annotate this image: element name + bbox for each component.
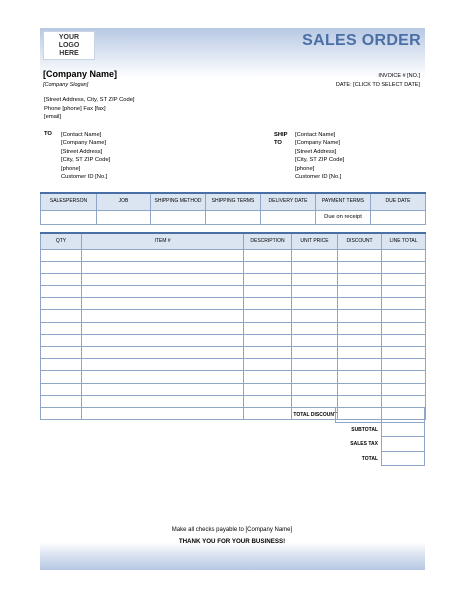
company-email[interactable]: [email] — [44, 114, 62, 120]
qty-cell[interactable] — [41, 310, 82, 322]
line-total-cell[interactable] — [382, 286, 426, 298]
invoice-date[interactable]: DATE: [CLICK TO SELECT DATE] — [335, 82, 420, 88]
shipping-terms-cell[interactable] — [206, 210, 261, 224]
salesperson-cell[interactable] — [41, 210, 97, 224]
qty-cell[interactable] — [41, 347, 82, 359]
sales-tax-label: SALES TAX — [350, 441, 378, 447]
description-cell[interactable] — [244, 334, 292, 346]
qty-cell[interactable] — [41, 383, 82, 395]
col-header-unit-price: UNIT PRICE — [292, 233, 338, 249]
line-total-cell[interactable] — [382, 359, 426, 371]
table-row — [41, 334, 426, 346]
total-row — [240, 452, 425, 467]
line-total-cell[interactable] — [382, 383, 426, 395]
table-row — [41, 395, 426, 407]
unit-price-cell[interactable] — [292, 322, 338, 334]
shipping-method-cell[interactable] — [151, 210, 206, 224]
description-cell[interactable] — [244, 298, 292, 310]
ship-to-label-line2: TO — [274, 140, 282, 147]
item-number-cell[interactable] — [82, 359, 244, 371]
line-total-cell[interactable] — [382, 322, 426, 334]
line-total-cell[interactable] — [382, 334, 426, 346]
bill-to-city[interactable]: [City, ST ZIP Code] — [61, 157, 111, 164]
delivery-date-cell[interactable] — [261, 210, 316, 224]
unit-price-cell[interactable] — [292, 359, 338, 371]
logo-placeholder[interactable]: YOUR LOGO HERE — [43, 31, 95, 60]
company-phone-fax[interactable]: Phone [phone] Fax [fax] — [44, 105, 106, 112]
item-number-cell[interactable] — [82, 310, 244, 322]
description-cell[interactable] — [244, 322, 292, 334]
col-header-description: DESCRIPTION — [244, 233, 292, 249]
ship-to-label — [274, 131, 288, 148]
table-row — [41, 249, 426, 261]
qty-cell[interactable] — [41, 395, 82, 407]
bill-to-street[interactable]: [Street Address] — [61, 148, 103, 155]
unit-price-cell[interactable] — [292, 286, 338, 298]
discount-cell[interactable] — [338, 371, 382, 383]
total-value[interactable] — [381, 452, 425, 467]
line-total-cell[interactable] — [382, 261, 426, 273]
table-row — [41, 210, 426, 224]
unit-price-cell[interactable] — [292, 273, 338, 285]
total-discount-value[interactable] — [336, 408, 382, 422]
ship-to-block — [295, 131, 344, 181]
qty-cell[interactable] — [41, 273, 82, 285]
item-number-cell[interactable] — [82, 395, 244, 407]
footer-gradient-band — [40, 542, 425, 570]
description-cell[interactable] — [244, 261, 292, 273]
line-total-cell[interactable] — [382, 395, 426, 407]
qty-cell[interactable] — [41, 359, 82, 371]
discount-cell[interactable] — [338, 334, 382, 346]
discount-cell[interactable] — [338, 395, 382, 407]
item-number-cell[interactable] — [82, 249, 244, 261]
line-items-table — [40, 232, 426, 420]
ship-to-company[interactable]: [Company Name] — [295, 140, 341, 147]
table-row — [41, 347, 426, 359]
col-header-job: JOB — [97, 193, 151, 210]
item-number-cell[interactable] — [82, 322, 244, 334]
ship-to-customer-id[interactable]: Customer ID [No.] — [295, 174, 342, 181]
description-cell[interactable] — [244, 286, 292, 298]
col-header-due-date: DUE DATE — [371, 193, 426, 210]
item-number-cell[interactable] — [82, 383, 244, 395]
unit-price-cell[interactable] — [292, 334, 338, 346]
bill-to-company[interactable]: [Company Name] — [61, 140, 107, 147]
col-header-qty: QTY — [41, 233, 82, 249]
item-number-cell[interactable] — [82, 334, 244, 346]
discount-cell[interactable] — [338, 383, 382, 395]
qty-cell[interactable] — [41, 286, 82, 298]
company-name[interactable]: [Company Name] — [43, 69, 118, 79]
item-number-cell[interactable] — [82, 273, 244, 285]
line-total-cell[interactable] — [382, 298, 426, 310]
ship-to-phone[interactable]: [phone] — [295, 165, 315, 172]
payment-terms-cell[interactable]: Due on receipt — [316, 210, 371, 224]
table-row — [41, 310, 426, 322]
discount-cell[interactable] — [338, 359, 382, 371]
discount-cell[interactable] — [338, 310, 382, 322]
unit-price-cell[interactable] — [292, 298, 338, 310]
description-cell[interactable] — [244, 395, 292, 407]
table-row — [41, 322, 426, 334]
subtotal-row — [240, 423, 425, 438]
total-discount-label: TOTAL DISCOUNT — [293, 412, 337, 418]
ship-to-contact[interactable]: [Contact Name] — [295, 132, 336, 138]
qty-cell[interactable] — [41, 322, 82, 334]
company-address-block — [44, 96, 135, 122]
unit-price-cell[interactable] — [292, 261, 338, 273]
job-cell[interactable] — [97, 210, 151, 224]
table-row — [41, 298, 426, 310]
line-total-cell[interactable] — [382, 347, 426, 359]
unit-price-cell[interactable] — [292, 395, 338, 407]
sales-tax-value[interactable] — [381, 437, 425, 452]
line-total-cell[interactable] — [382, 249, 426, 261]
qty-cell[interactable] — [41, 249, 82, 261]
item-number-cell[interactable] — [82, 261, 244, 273]
discount-cell[interactable] — [338, 261, 382, 273]
table-row — [41, 286, 426, 298]
description-cell[interactable] — [244, 383, 292, 395]
ship-to-label-line1: SHIP — [274, 132, 288, 138]
table-row — [41, 261, 426, 273]
item-number-cell[interactable] — [82, 347, 244, 359]
item-number-cell[interactable] — [82, 371, 244, 383]
table-row — [41, 273, 426, 285]
table-row — [41, 371, 426, 383]
col-header-payment-terms: PAYMENT TERMS — [316, 193, 371, 210]
col-header-item-number: ITEM # — [82, 233, 244, 249]
discount-cell[interactable] — [338, 347, 382, 359]
col-header-salesperson: SALESPERSON — [41, 193, 97, 210]
item-number-cell[interactable] — [82, 298, 244, 310]
sales-info-table — [40, 192, 426, 225]
discount-cell[interactable] — [338, 298, 382, 310]
unit-price-cell[interactable] — [292, 249, 338, 261]
item-number-cell[interactable] — [82, 407, 244, 419]
col-header-shipping-terms: SHIPPING TERMS — [206, 193, 261, 210]
bill-to-phone[interactable]: [phone] — [61, 165, 81, 172]
document-title: SALES ORDER — [302, 32, 421, 49]
ship-to-street[interactable]: [Street Address] — [295, 148, 337, 155]
company-slogan[interactable]: [Company Slogan] — [43, 82, 89, 88]
discount-cell[interactable] — [338, 249, 382, 261]
total-discount-cells — [335, 408, 425, 423]
ship-to-city[interactable]: [City, ST ZIP Code] — [295, 157, 345, 164]
description-cell[interactable] — [244, 347, 292, 359]
checks-payable-note: Make all checks payable to [Company Name] — [171, 527, 293, 533]
total-discount-row — [240, 408, 425, 423]
description-cell[interactable] — [244, 273, 292, 285]
col-header-shipping-method: SHIPPING METHOD — [151, 193, 206, 210]
sales-tax-row — [240, 437, 425, 452]
totals-section — [240, 408, 425, 466]
due-date-cell[interactable] — [371, 210, 426, 224]
bill-to-contact[interactable]: [Contact Name] — [61, 132, 102, 138]
discount-cell[interactable] — [338, 286, 382, 298]
col-header-line-total: LINE TOTAL — [382, 233, 426, 249]
line-total-cell[interactable] — [382, 310, 426, 322]
description-cell[interactable] — [244, 359, 292, 371]
description-cell[interactable] — [244, 371, 292, 383]
invoice-number[interactable]: INVOICE # [NO.] — [378, 73, 420, 79]
qty-cell[interactable] — [41, 298, 82, 310]
unit-price-cell[interactable] — [292, 310, 338, 322]
subtotal-value[interactable] — [381, 423, 425, 438]
description-cell[interactable] — [244, 310, 292, 322]
description-cell[interactable] — [244, 249, 292, 261]
table-row — [41, 359, 426, 371]
qty-cell[interactable] — [41, 371, 82, 383]
bill-to-label: TO — [44, 131, 52, 137]
company-street[interactable]: [Street Address, City, ST ZIP Code] — [44, 97, 135, 103]
col-header-discount: DISCOUNT — [338, 233, 382, 249]
discount-cell[interactable] — [338, 273, 382, 285]
table-row — [41, 383, 426, 395]
unit-price-cell[interactable] — [292, 383, 338, 395]
item-number-cell[interactable] — [82, 286, 244, 298]
unit-price-cell[interactable] — [292, 347, 338, 359]
qty-cell[interactable] — [41, 407, 82, 419]
bill-to-block — [61, 131, 110, 181]
subtotal-label: SUBTOTAL — [351, 426, 378, 433]
qty-cell[interactable] — [41, 334, 82, 346]
qty-cell[interactable] — [41, 261, 82, 273]
discount-cell[interactable] — [338, 322, 382, 334]
bill-to-customer-id[interactable]: Customer ID [No.] — [61, 174, 108, 181]
col-header-delivery-date: DELIVERY DATE — [261, 193, 316, 210]
line-total-cell[interactable] — [382, 273, 426, 285]
thank-you-message: THANK YOU FOR YOUR BUSINESS! — [178, 538, 286, 545]
line-total-cell[interactable] — [382, 371, 426, 383]
unit-price-cell[interactable] — [292, 371, 338, 383]
total-label: TOTAL — [361, 455, 378, 462]
